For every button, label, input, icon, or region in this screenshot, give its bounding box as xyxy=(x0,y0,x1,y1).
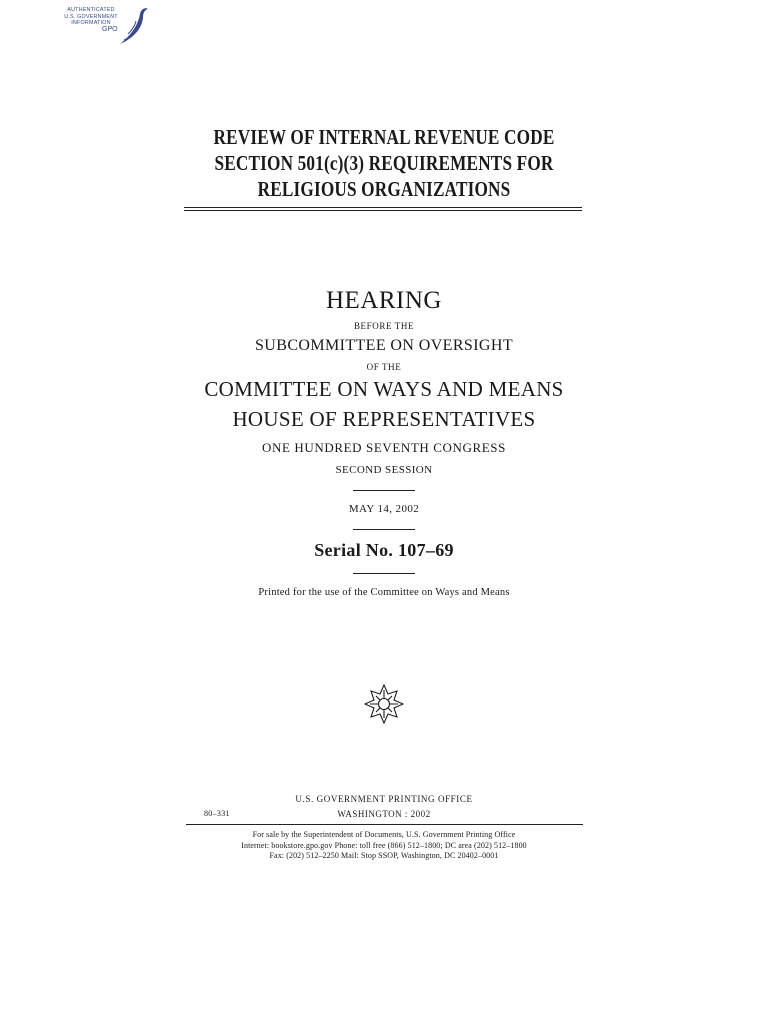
sale-line-1: For sale by the Superintendent of Documents, U.S. Government Printing Office xyxy=(252,830,516,839)
jacket-number: 80–331 xyxy=(204,809,230,818)
before-the-label: BEFORE THE xyxy=(353,321,415,331)
hearing-date: MAY 14, 2002 xyxy=(348,503,420,515)
document-title xyxy=(69,124,699,202)
seal-line-2: U.S. GOVERNMENT xyxy=(64,13,118,20)
sale-line-2: Internet: bookstore.gpo.gov Phone: toll free (866) 512–1800; DC area (202) 512–1800 xyxy=(241,840,527,850)
title-line-3: RELIGIOUS ORGANIZATIONS xyxy=(257,177,511,201)
divider-2 xyxy=(353,529,415,530)
title-line-1: REVIEW OF INTERNAL REVENUE CODE xyxy=(213,125,555,149)
gpo-authenticated-seal xyxy=(58,4,150,48)
seal-line-3: INFORMATION xyxy=(71,20,111,27)
imprint-place-date: WASHINGTON : 2002 xyxy=(337,809,431,819)
serial-number: Serial No. 107–69 xyxy=(314,540,454,560)
subcommittee-name: SUBCOMMITTEE ON OVERSIGHT xyxy=(255,337,513,354)
printing-office: U.S. GOVERNMENT PRINTING OFFICE xyxy=(295,794,473,804)
seal-text xyxy=(58,7,124,27)
committee-name: COMMITTEE ON WAYS AND MEANS xyxy=(204,377,564,401)
seal-line-1: AUTHENTICATED xyxy=(67,7,115,13)
of-the-label: OF THE xyxy=(366,362,402,372)
printers-ornament-icon xyxy=(362,682,406,726)
hearing-heading: HEARING xyxy=(326,287,442,314)
seal-gpo-mark: GPO xyxy=(102,26,118,33)
imprint-rule xyxy=(186,824,583,825)
title-rule-bottom xyxy=(184,210,582,211)
title-line-2: SECTION 501(c)(3) REQUIREMENTS FOR xyxy=(214,151,554,175)
divider-3 xyxy=(353,573,415,574)
session-label: SECOND SESSION xyxy=(335,464,433,476)
house-name: HOUSE OF REPRESENTATIVES xyxy=(232,407,536,431)
sale-notice xyxy=(0,830,768,862)
printed-for-note: Printed for the use of the Committee on Ways and Means xyxy=(258,587,510,598)
divider-1 xyxy=(353,490,415,491)
congress-label: ONE HUNDRED SEVENTH CONGRESS xyxy=(262,440,506,455)
title-rule-top xyxy=(184,207,582,208)
sale-line-3: Fax: (202) 512–2250 Mail: Stop SSOP, Washington, DC 20402–0001 xyxy=(269,851,499,860)
eagle-icon xyxy=(116,4,150,48)
